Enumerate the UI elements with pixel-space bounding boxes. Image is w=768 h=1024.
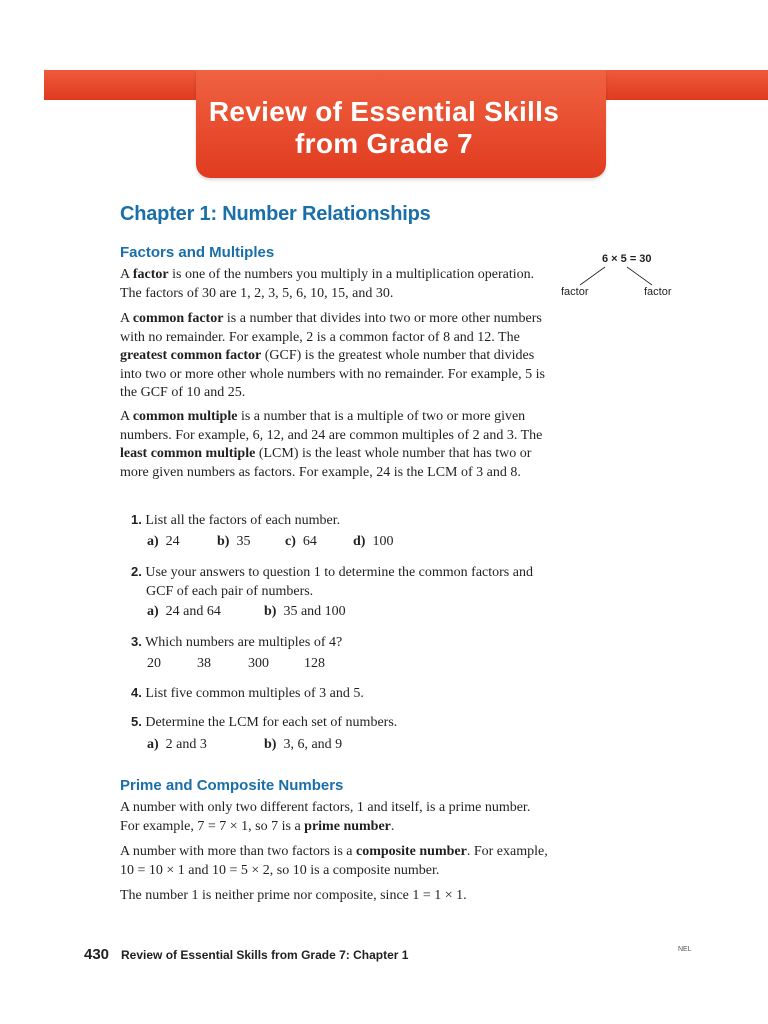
term: common multiple [132,409,238,424]
term: greatest common factor [120,348,262,363]
question-number: 2. [131,564,142,579]
factor-equation: 6 × 5 = 30 [602,253,652,265]
question-number: 3. [131,634,142,649]
chapter-title: Chapter 1: Number Relationships [120,203,431,225]
question-4 [131,684,531,704]
option-label: a) [147,737,159,752]
question-text: Determine the LCM for each set of numbers. [145,715,398,730]
section-title-factors: Factors and Multiples [120,244,275,261]
section-title-prime: Prime and Composite Numbers [120,777,344,794]
page-number: 430 [84,946,110,963]
question-5 [131,713,531,733]
option-value: 100 [372,534,394,549]
question-5-options [147,736,342,754]
factor-label-right: factor [644,286,672,298]
option-label: b) [264,604,277,619]
footer-title: Review of Essential Skills from Grade 7: Chapter 1 [121,948,409,962]
term: prime number [304,818,391,834]
question-1 [131,511,531,531]
question-2 [131,563,546,601]
one-definition: The number 1 is neither prime nor composite, since 1 = 1 × 1. [120,888,467,903]
common-multiple-definition: A common multiple is a number that is a multiple of two or more given numbers. For example, 6, 12, and 24 are common multiples of 2 and 3. The least common multiple (LCM) is the least whole number that has two or more given numbers as factors. For example, 24 is the LCM of 3 and 8. [120,409,543,480]
publisher-mark: NEL [678,946,692,953]
question-2-options [147,603,346,621]
option-value: 35 [236,534,251,549]
page-title-line2: from Grade 7 [295,128,473,159]
question-3 [131,633,531,653]
option-label: b) [264,737,277,752]
question-1-options [147,533,393,551]
option-value: 35 and 100 [283,604,346,619]
option-label: d) [353,534,366,549]
value-item: 38 [197,656,211,671]
common-factor-definition: A common factor is a number that divides into two or more other numbers with no remainder. For example, 2 is a common factor of 8 and 12. The greatest common factor (GCF) is the greatest whole number that divides into two or more other whole numbers with no remainder. For example, 5 is the GCF of 10 and 25. [120,311,545,400]
factor-diagram [555,252,685,302]
question-text: List five common multiples of 3 and 5. [145,686,364,701]
term: composite number [356,844,467,859]
factor-definition: A factor is one of the numbers you multiply in a multiplication operation. The factors of 30 are 1, 2, 3, 5, 6, 10, 15, and 30. [120,267,535,301]
option-label: c) [285,534,296,549]
option-label: b) [217,534,230,549]
term: factor [132,267,169,282]
factor-label-left: factor [561,286,589,298]
option-value: 3, 6, and 9 [283,737,343,752]
page-title [0,96,768,160]
question-number: 1. [131,512,142,527]
value-item: 128 [304,656,325,671]
option-label: a) [147,604,159,619]
option-value: 64 [302,534,317,549]
option-value: 24 [165,534,180,549]
question-number: 5. [131,714,142,729]
option-value: 2 and 3 [165,737,207,752]
option-label: a) [147,534,159,549]
question-text: Use your answers to question 1 to determine the common factors and GCF of each pair of numbers. [145,565,533,599]
question-text: Which numbers are multiples of 4? [145,635,343,650]
composite-definition: A number with more than two factors is a composite number. For example, 10 = 10 × 1 and 10 = 5 × 2, so 10 is a composite number. [120,844,548,878]
term: common factor [132,311,224,326]
question-text: List all the factors of each number. [145,513,341,528]
page-title-line1: Review of Essential Skills [208,96,560,127]
question-number: 4. [131,685,142,700]
option-value: 24 and 64 [165,604,221,619]
question-3-values [147,655,325,673]
term: least common multiple [120,446,256,461]
prime-definition: A number with only two different factors, 1 and itself, is a prime number. For example, 7 = 7 × 1, so 7 is a prime number. [120,800,531,834]
value-item: 300 [248,656,269,671]
value-item: 20 [147,656,161,671]
